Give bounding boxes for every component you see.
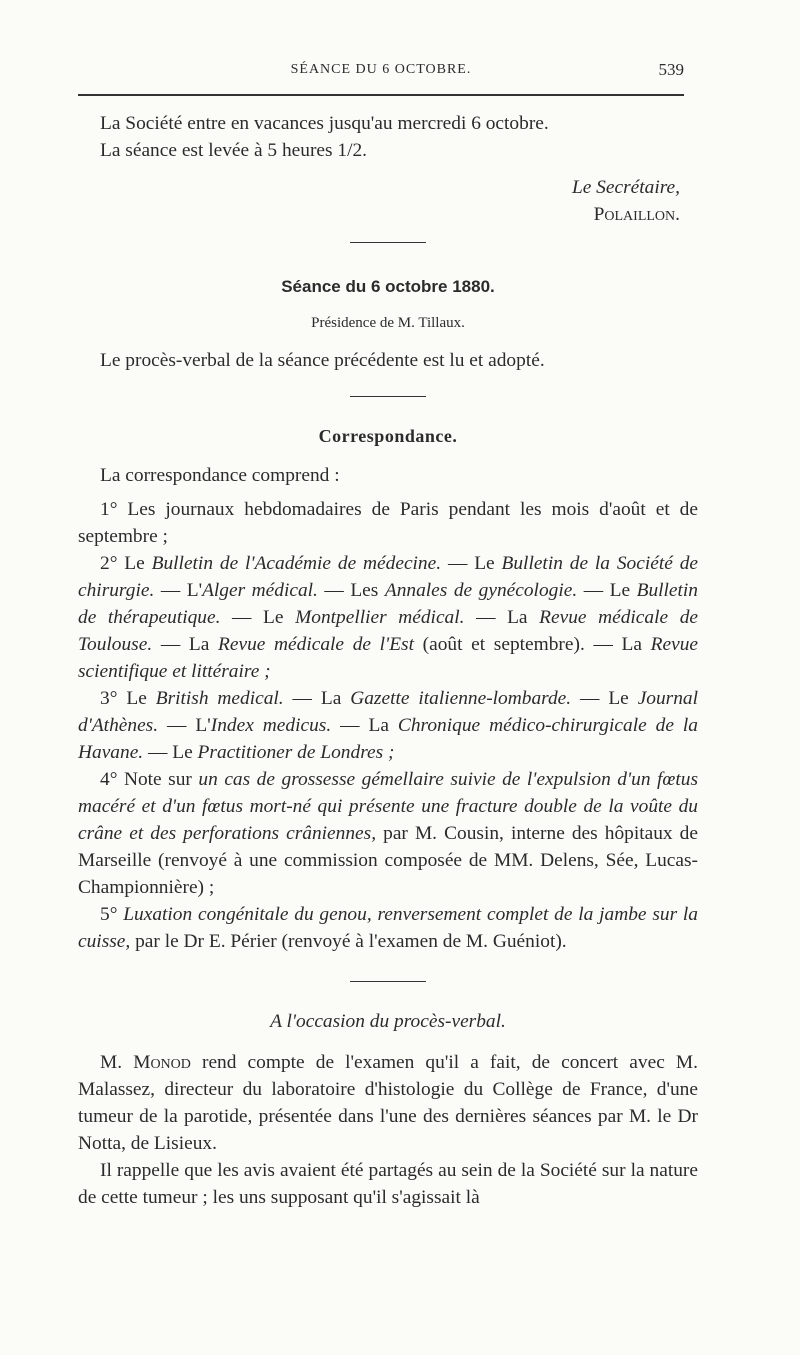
signature-name: Polaillon.: [593, 204, 680, 225]
page-body: [78, 110, 698, 1211]
separator-rule: [350, 242, 426, 243]
signature-role: Le Secrétaire,: [571, 177, 680, 198]
monod-paragraph: M. Monod rend compte de l'examen qu'il a fait, de concert avec M. Malassez, directeur du laboratoire d'histologie du Collège de France, d'une tumeur de la parotide, présentée dans l'une des dernières séances par M. le Dr Notta, de Lisieux.: [78, 1052, 698, 1154]
occasion-title: A l'occasion du procès-verbal.: [270, 1011, 506, 1032]
rappel-paragraph: Il rappelle que les avis avaient été partagés au sein de la Société sur la nature de cette tumeur ; les uns supposant qu'il s'agissait là: [78, 1160, 698, 1208]
levee-line: La séance est levée à 5 heures 1/2.: [100, 140, 368, 161]
corr-item-4: 4° Note sur un cas de grossesse gémellaire suivie de l'expulsion d'un fœtus macéré et d'un fœtus mort-né qui présente une fracture double de la voûte du crâne et des perforations crâniennes, par M. Cousin, interne des hôpitaux de Marseille (renvoyé à une commission composée de MM. Delens, Sée, Lucas-Championnière) ;: [78, 769, 698, 898]
corr-item-1: 1° Les journaux hebdomadaires de Paris pendant les mois d'août et de septembre ;: [78, 499, 698, 547]
presidence-line: Présidence de M. Tillaux.: [311, 315, 465, 331]
corr-item-3: 3° Le British medical. — La Gazette italienne-lombarde. — Le Journal d'Athènes. — L'Index medicus. — La Chronique médico-chirurgicale de la Havane. — Le Practitioner de Londres ;: [78, 688, 699, 763]
monod-name: Monod: [133, 1052, 191, 1073]
separator-rule: [350, 981, 426, 982]
seance-title: Séance du 6 octobre 1880.: [281, 277, 495, 296]
vacances-line: La Société entre en vacances jusqu'au mercredi 6 octobre.: [100, 113, 549, 134]
page-header: [78, 58, 684, 86]
correspondance-intro: La correspondance comprend :: [100, 465, 340, 486]
running-head: SÉANCE DU 6 OCTOBRE.: [290, 62, 472, 77]
correspondance-title: Correspondance.: [318, 426, 458, 446]
corr-item-5: 5° Luxation congénitale du genou, renversement complet de la jambe sur la cuisse, par le Dr E. Périer (renvoyé à l'examen de M. Guéniot).: [78, 904, 698, 952]
corr-item-2: 2° Le Bulletin de l'Académie de médecine. — Le Bulletin de la Société de chirurgie. — L'Alger médical. — Les Annales de gynécologie. — Le Bulletin de thérapeutique. — Le Montpellier médical. — La Revue médicale de Toulouse. — La Revue médicale de l'Est (août et septembre). — La Revue scientifique et littéraire ;: [78, 553, 699, 682]
header-rule: [78, 94, 684, 96]
separator-rule: [350, 396, 426, 397]
page-number: 539: [658, 60, 684, 79]
proces-verbal-adopted: Le procès-verbal de la séance précédente est lu et adopté.: [100, 350, 545, 371]
